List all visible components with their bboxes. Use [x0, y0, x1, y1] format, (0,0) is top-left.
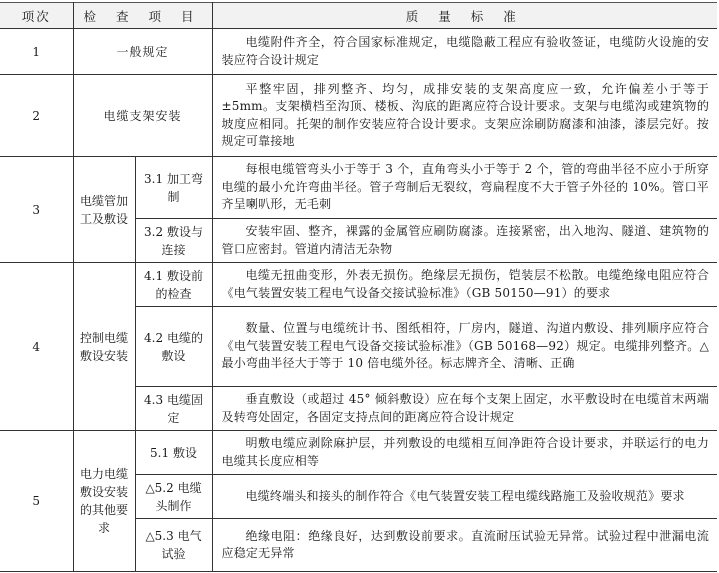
header-standard: 质 量 标 准	[212, 3, 717, 29]
row-no: 5	[0, 431, 73, 572]
row-no: 2	[0, 75, 73, 157]
table-row	[0, 29, 717, 75]
sub-item-label: 4.3 电缆固定	[135, 387, 212, 431]
row-no: 3	[0, 157, 73, 263]
row-item: 电力电缆敷设安装的其他要求	[73, 431, 135, 572]
sub-item-standard: 安装牢固、整齐，裸露的金属管应刷防腐漆。连接紧密，出入地沟、隧道、建筑物的管口应密封。管道内清洁无杂物	[212, 219, 717, 263]
sub-item-label: 5.1 敷设	[135, 431, 212, 475]
sub-item-standard: 数量、位置与电缆统计书、图纸相符，厂房内，隧道、沟道内敷设、排列顺序应符合《电气装置安装工程电气设备交接试验标准》（GB 50168—92）规定。电缆排列整齐。△最小弯曲半径大于等于 10 倍电缆外径。标志牌齐全、清晰、正确	[212, 307, 717, 387]
table-row	[0, 263, 717, 307]
quality-standard-table	[0, 2, 717, 572]
row-item: 一般规定	[73, 29, 212, 75]
row-no: 1	[0, 29, 73, 75]
header-item: 检 查 项 目	[73, 3, 212, 29]
table-header-row	[0, 3, 717, 29]
sub-item-standard: 每根电缆管弯头小于等于 3 个，直角弯头小于等于 2 个，管的弯曲半径不应小于所穿电缆的最小允许弯曲半径。管子弯制后无裂纹，弯扁程度不大于管子外径的 10%。管口平齐呈喇叭形，无毛刺	[212, 157, 717, 219]
row-item: 控制电缆敷设安装	[73, 263, 135, 431]
sub-item-label: 4.1 敷设前的检查	[135, 263, 212, 307]
row-item: 电缆管加工及敷设	[73, 157, 135, 263]
sub-item-label: △5.3 电气试验	[135, 519, 212, 572]
sub-item-label: 3.2 敷设与连接	[135, 219, 212, 263]
header-no: 项次	[0, 3, 73, 29]
table-row	[0, 157, 717, 219]
sub-item-label: 4.2 电缆的敷设	[135, 307, 212, 387]
sub-item-standard: 电缆终端头和接头的制作符合《电气装置安装工程电缆线路施工及验收规范》要求	[212, 475, 717, 519]
row-no: 4	[0, 263, 73, 431]
sub-item-label: △5.2 电缆头制作	[135, 475, 212, 519]
sub-item-standard: 明敷电缆应剥除麻护层，并列敷设的电缆相互间净距符合设计要求，并联运行的电力电缆其长度应相等	[212, 431, 717, 475]
sub-item-label: 3.1 加工弯制	[135, 157, 212, 219]
row-standard: 平整牢固，排列整齐、均匀，成排安装的支架高度应一致，允许偏差小于等于±5mm。支架横档至沟顶、楼板、沟底的距离应符合设计要求。支架与电缆沟或建筑物的坡度应相同。托架的制作安装应符合设计要求。支架应涂刷防腐漆和油漆，漆层完好。按规定可靠接地	[212, 75, 717, 157]
row-item: 电缆支架安装	[73, 75, 212, 157]
sub-item-standard: 垂直敷设（或超过 45° 倾斜敷设）应在每个支架上固定，水平敷设时在电缆首末两端及转弯处固定，各固定支持点间的距离应符合设计规定	[212, 387, 717, 431]
table-row	[0, 75, 717, 157]
table-row	[0, 431, 717, 475]
sub-item-standard: 绝缘电阻：绝缘良好，达到敷设前要求。直流耐压试验无异常。试验过程中泄漏电流应稳定无异常	[212, 519, 717, 572]
row-standard: 电缆附件齐全，符合国家标准规定，电缆隐蔽工程应有验收签证，电缆防火设施的安装应符合设计规定	[212, 29, 717, 75]
sub-item-standard: 电缆无扭曲变形，外表无损伤。绝缘层无损伤，铠装层不松散。电缆绝缘电阻应符合《电气装置安装工程电气设备交接试验标准》（GB 50150—91）的要求	[212, 263, 717, 307]
